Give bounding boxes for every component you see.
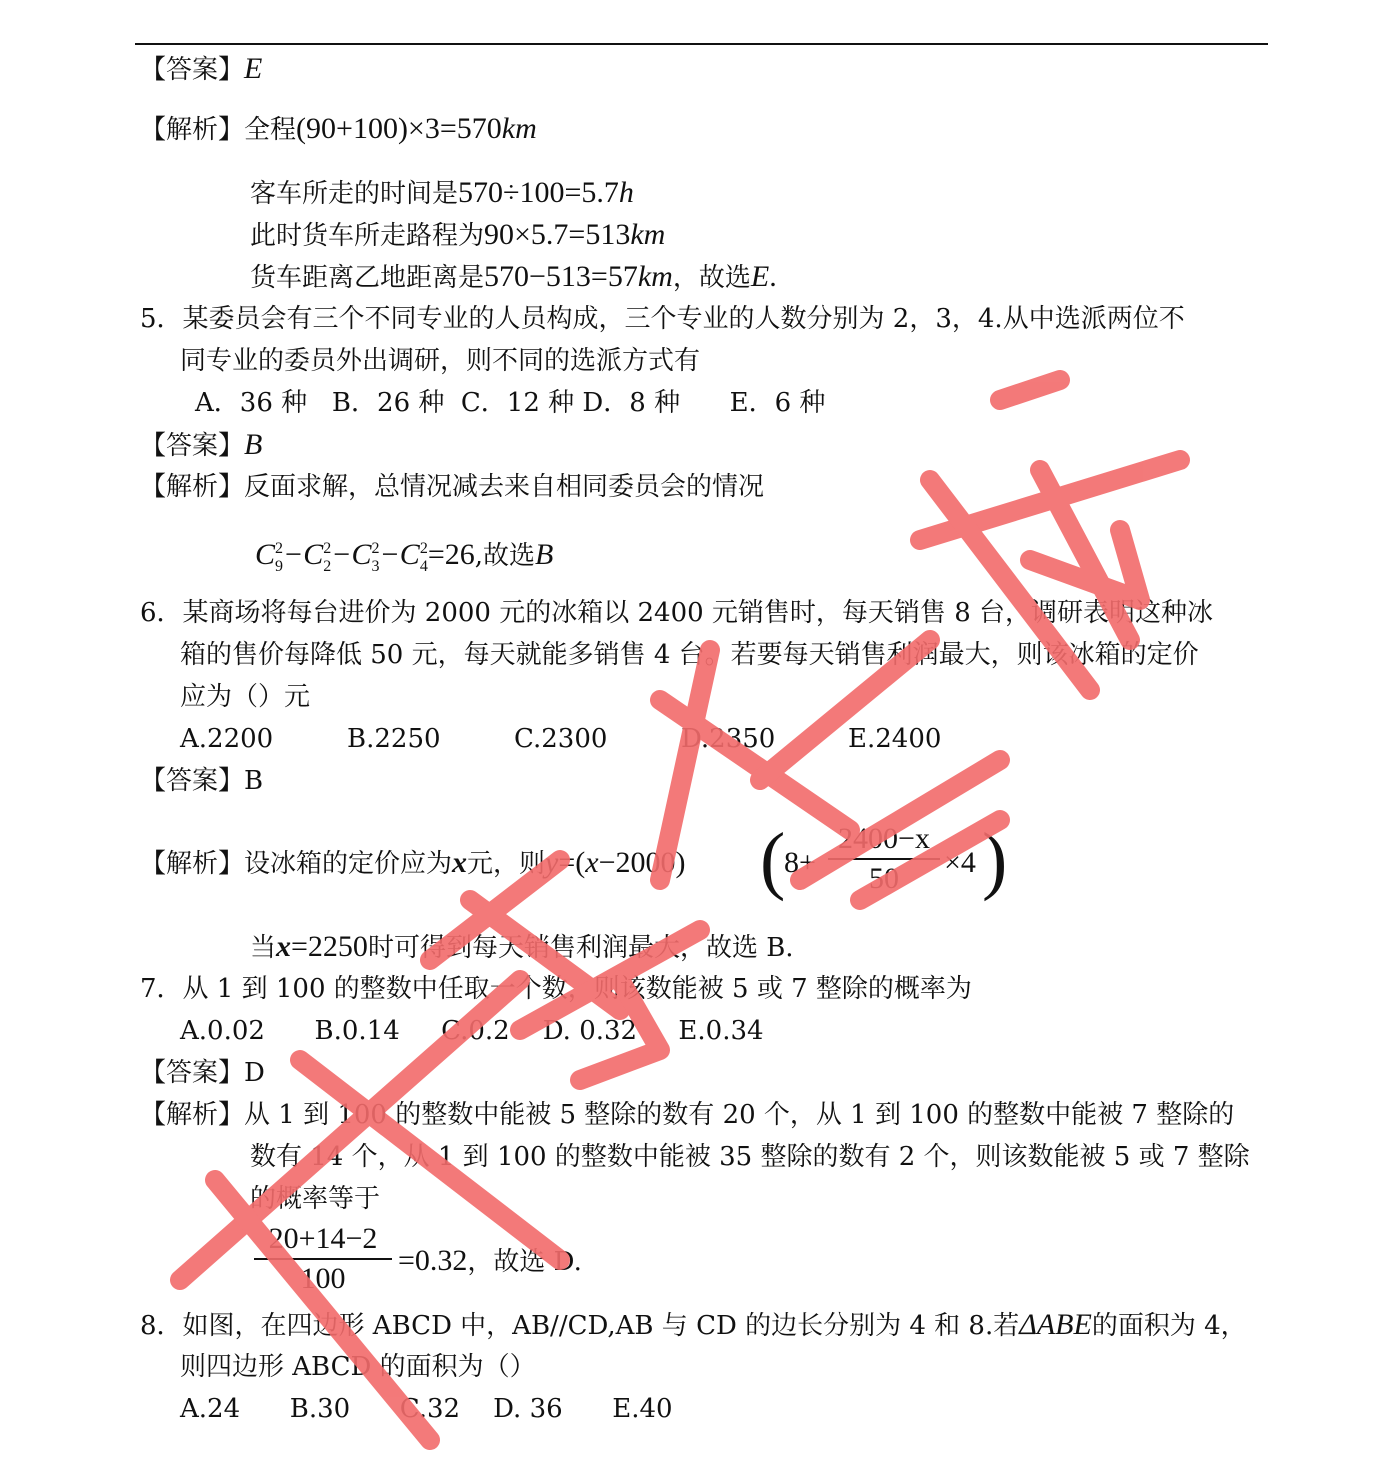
answer-7: 【答案】D: [140, 1058, 265, 1088]
question-8-line-1: 8．如图，在四边形 ABCD 中，AB//CD,AB 与 CD 的边长分别为 4 和 8.若ΔABE的面积为 4，: [140, 1308, 1247, 1341]
solution-7-result: =0.32，故选 D.: [398, 1244, 582, 1277]
question-7-line-1: 7．从 1 到 100 的整数中任取一个数，则该数能被 5 或 7 整除的概率为: [140, 974, 972, 1004]
solution-6-eight-plus: 8+: [784, 846, 816, 879]
question-6-option-a: A.2200: [180, 724, 274, 754]
solution-6-times-four: ×4: [944, 846, 976, 879]
solution-6-fraction: [828, 822, 940, 896]
answer-6: 【答案】B: [140, 766, 264, 796]
solution-7-line-1: 【解析】从 1 到 100 的整数中能被 5 整除的数有 20 个，从 1 到 100 的整数中能被 7 整除的: [140, 1100, 1235, 1130]
solution-7-line-3: 的概率等于: [250, 1184, 381, 1214]
question-8-options: A.24 B.30 C.32 D. 36 E.40: [180, 1394, 673, 1424]
question-7-options: A.0.02 B.0.14 C.0.2 D. 0.32 E.0.34: [180, 1016, 764, 1046]
question-6-line-3: 应为（）元: [180, 682, 311, 712]
fraction-numerator: 20+14−2: [268, 1222, 378, 1255]
question-6-option-d: D.2350: [681, 724, 776, 754]
left-big-paren: (: [760, 818, 786, 902]
question-8-line-2: 则四边形 ABCD 的面积为（）: [180, 1352, 536, 1382]
question-6-option-e: E.2400: [848, 724, 942, 754]
answer-5: 【答案】B: [140, 428, 263, 461]
question-5-line-2: 同专业的委员外出调研，则不同的选派方式有: [180, 346, 701, 376]
answer-4: 【答案】E: [140, 52, 263, 85]
solution-7-fraction: [254, 1222, 392, 1296]
solution-7-line-2: 数有 14 个，从 1 到 100 的整数中能被 35 整除的数有 2 个，则该数能被 5 或 7 整除: [250, 1142, 1250, 1172]
fraction-numerator: 2400−x: [838, 822, 930, 855]
solution-4-line-3: 此时货车所走路程为90×5.7=513km: [250, 218, 666, 251]
fraction-denominator: 100: [300, 1262, 346, 1295]
question-5-options: A．36 种 B．26 种 C．12 种 D．8 种 E．6 种: [195, 388, 826, 418]
question-6-option-b: B.2250: [347, 724, 441, 754]
solution-4-line-2: 客车所走的时间是570÷100=5.7h: [250, 176, 634, 209]
solution-4-line-4: 货车距离乙地距离是570−513=57km，故选E.: [250, 260, 777, 293]
question-6-line-1: 6．某商场将每台进价为 2000 元的冰箱以 2400 元销售时，每天销售 8 台，调研表明这种冰: [140, 598, 1214, 628]
question-5-line-1: 5．某委员会有三个不同专业的人员构成，三个专业的人数分别为 2，3，4.从中选派两位不: [140, 304, 1185, 334]
solution-5-formula: $C^2_9-C^2_2-C^2_3-C^2_4=26$,故选B: [255, 538, 554, 575]
fraction-denominator: 50: [869, 862, 899, 895]
fraction-bar: [828, 858, 940, 860]
question-6-line-2: 箱的售价每降低 50 元，每天就能多销售 4 台。若要每天销售利润最大，则该冰箱的定价: [180, 640, 1199, 670]
solution-6-line-1: 【解析】设冰箱的定价应为x元，则y=(x−2000): [140, 846, 686, 879]
solution-5-line-1: 【解析】反面求解，总情况减去来自相同委员会的情况: [140, 472, 765, 502]
right-big-paren: ): [982, 818, 1008, 902]
question-6-option-c: C.2300: [514, 724, 608, 754]
top-rule: [135, 43, 1268, 45]
solution-4-line-1: 【解析】全程(90+100)×3=570km: [140, 112, 537, 145]
fraction-bar: [254, 1258, 392, 1260]
solution-6-line-2: 当x=2250时可得到每天销售利润最大，故选 B.: [250, 930, 794, 963]
